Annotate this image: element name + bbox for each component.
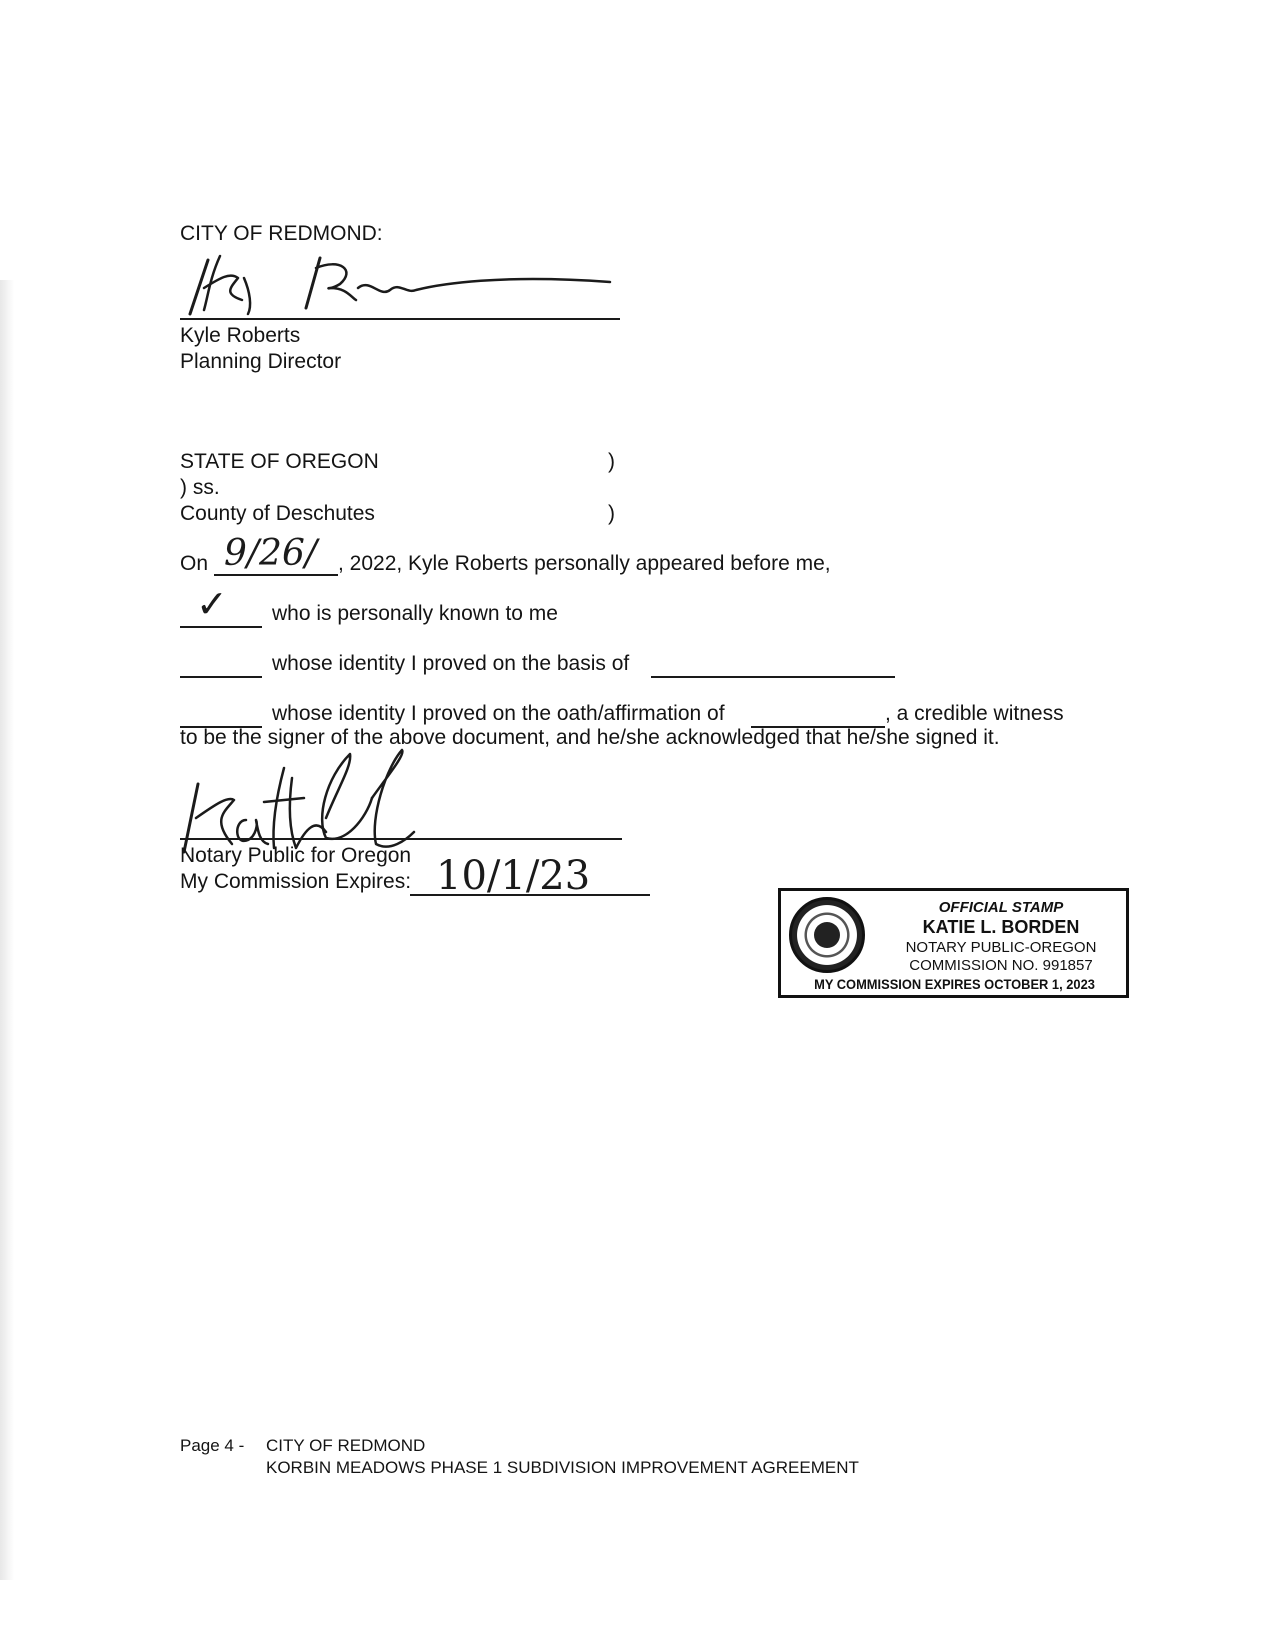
oregon-state-seal-icon	[789, 897, 865, 973]
witness-blank	[751, 704, 885, 728]
on-suffix: , 2022, Kyle Roberts personally appeared before me,	[338, 552, 831, 575]
option2-text: whose identity I proved on the basis of	[272, 652, 630, 675]
venue-ss: ) ss.	[180, 476, 220, 499]
signatory-title: Planning Director	[180, 350, 342, 373]
footer-page-label: Page 4 -	[180, 1436, 245, 1455]
city-signature-line	[180, 318, 620, 320]
venue-paren-2: )	[608, 502, 615, 525]
stamp-notary-type: NOTARY PUBLIC-OREGON	[905, 939, 1097, 956]
commission-label: My Commission Expires:	[180, 870, 412, 893]
option3-end: , a credible witness	[885, 702, 1064, 725]
notary-label: Notary Public for Oregon	[180, 844, 412, 867]
notary-official-stamp	[778, 888, 1129, 998]
commission-date-handwritten: 10/1/23	[436, 853, 591, 899]
notary-signature	[176, 748, 476, 858]
closing-statement: to be the signer of the above document, and he/she acknowledged that he/she signed it.	[180, 726, 1000, 749]
city-label: CITY OF REDMOND:	[180, 222, 383, 245]
footer-line-2: KORBIN MEADOWS PHASE 1 SUBDIVISION IMPROVEMENT AGREEMENT	[266, 1458, 859, 1477]
stamp-commission-number: COMMISSION NO. 991857	[909, 957, 1093, 974]
stamp-title: OFFICIAL STAMP	[938, 899, 1064, 916]
signatory-name: Kyle Roberts	[180, 324, 301, 347]
option2-blank	[180, 654, 262, 678]
check-mark: ✓	[196, 582, 228, 626]
option3-blank	[180, 704, 262, 728]
planning-director-signature	[180, 248, 620, 318]
option1-text: who is personally known to me	[272, 602, 558, 625]
notary-signature-line	[180, 838, 622, 840]
venue-county: County of Deschutes	[180, 502, 375, 525]
date-blank	[214, 552, 338, 576]
handwritten-date: 9/26/	[224, 533, 317, 574]
option3-text: whose identity I proved on the oath/affirmation of	[272, 702, 725, 725]
commission-date-blank	[410, 872, 650, 896]
stamp-notary-name: KATIE L. BORDEN	[922, 917, 1080, 937]
stamp-expiration: MY COMMISSION EXPIRES OCTOBER 1, 2023	[814, 976, 1095, 992]
on-prefix: On	[180, 552, 209, 575]
venue-state: STATE OF OREGON	[180, 450, 379, 473]
option2-basis-blank	[651, 654, 895, 678]
footer-line-1: CITY OF REDMOND	[266, 1436, 426, 1455]
venue-paren-1: )	[608, 450, 615, 473]
scan-edge-shadow	[0, 280, 14, 1580]
seal-center	[814, 922, 840, 948]
